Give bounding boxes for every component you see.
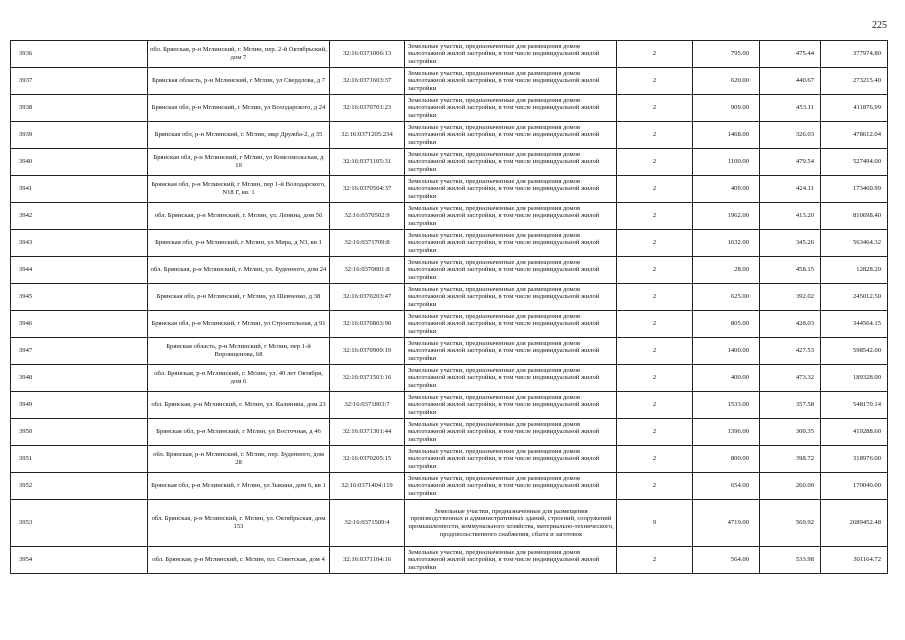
cadastral-value-cell: 170040.00: [821, 473, 888, 500]
category-cell: 2: [617, 41, 693, 68]
permitted-use-cell: Земельные участки, предназначенные для размещения домов малоэтажной жилой застройки, в том числе индивидуальной жилой застройки: [405, 338, 617, 365]
address-cell: Брянская обл, р-н Мглинский, г Мглин, ул Володарского, д 24: [148, 95, 330, 122]
row-number: 3950: [11, 419, 148, 446]
address-cell: обл. Брянская, р-н Мглинский, г. Мглин, пер. 2-й Октябрьский, дом 7: [148, 41, 330, 68]
unit-value-cell: 392.02: [760, 284, 821, 311]
unit-value-cell: 357.58: [760, 392, 821, 419]
row-number: 3944: [11, 257, 148, 284]
row-number: 3942: [11, 203, 148, 230]
unit-value-cell: 345.26: [760, 230, 821, 257]
address-cell: Брянская обл, р-н Мглинский, г Мглин, ул Строительная, д 91: [148, 311, 330, 338]
address-cell: Брянская обл, р-н Мглинский, г Мглин, пер 1-й Володарского, N18 Г, кв. 1: [148, 176, 330, 203]
cadastral-number-cell: 32:16:0370803:90: [330, 311, 405, 338]
category-cell: 9: [617, 500, 693, 547]
category-cell: 2: [617, 68, 693, 95]
area-cell: 28.00: [693, 257, 760, 284]
cadastral-number-cell: 32:16:0371501:16: [330, 365, 405, 392]
unit-value-cell: 458.15: [760, 257, 821, 284]
row-number: 3946: [11, 311, 148, 338]
cadastral-number-cell: 32:16:0370701:23: [330, 95, 405, 122]
row-number: 3940: [11, 149, 148, 176]
row-number: 3939: [11, 122, 148, 149]
cadastral-value-cell: 301164.72: [821, 547, 888, 574]
row-number: 3949: [11, 392, 148, 419]
unit-value-cell: 533.98: [760, 547, 821, 574]
permitted-use-cell: Земельные участки, предназначенные для размещения домов малоэтажной жилой застройки, в том числе индивидуальной жилой застройки: [405, 257, 617, 284]
address-cell: Брянская обл, р-н Мглинский, г Мглин, ул Зыкина, дом 6, кв 1: [148, 473, 330, 500]
cadastral-number-cell: 32:16:0371205:234: [330, 122, 405, 149]
table-row: [11, 338, 888, 365]
cadastral-value-cell: 273215.40: [821, 68, 888, 95]
table-row: [11, 311, 888, 338]
category-cell: 2: [617, 473, 693, 500]
table-row: [11, 392, 888, 419]
cadastral-number-cell: 32:16:0371105:31: [330, 149, 405, 176]
area-cell: 654.00: [693, 473, 760, 500]
table-row: [11, 122, 888, 149]
cadastral-value-cell: 478612.04: [821, 122, 888, 149]
unit-value-cell: 440.67: [760, 68, 821, 95]
table-row: [11, 547, 888, 574]
row-number: 3952: [11, 473, 148, 500]
unit-value-cell: 260.00: [760, 473, 821, 500]
cadastral-number-cell: 32:16:0370502:9: [330, 203, 405, 230]
address-cell: Брянская обл, р-н Мглинский, г Мглин, ул Шевченко, д 38: [148, 284, 330, 311]
row-number: 3938: [11, 95, 148, 122]
permitted-use-cell: Земельные участки, предназначенные для размещения домов малоэтажной жилой застройки, в том числе индивидуальной жилой застройки: [405, 203, 617, 230]
cadastral-value-cell: 344564.15: [821, 311, 888, 338]
table-row: [11, 176, 888, 203]
table-row: [11, 446, 888, 473]
cadastral-value-cell: 527494.00: [821, 149, 888, 176]
area-cell: 805.00: [693, 311, 760, 338]
cadastral-value-cell: 810698.40: [821, 203, 888, 230]
cadastral-value-cell: 173460.99: [821, 176, 888, 203]
table-row: [11, 284, 888, 311]
land-parcels-table: [10, 40, 888, 574]
cadastral-number-cell: 32:16:0371104:16: [330, 547, 405, 574]
table-row: [11, 149, 888, 176]
cadastral-value-cell: 411876.99: [821, 95, 888, 122]
permitted-use-cell: Земельные участки, предназначенные для размещения домов малоэтажной жилой застройки, в том числе индивидуальной жилой застройки: [405, 473, 617, 500]
permitted-use-cell: Земельные участки, предназначенные для размещения домов малоэтажной жилой застройки, в том числе индивидуальной жилой застройки: [405, 392, 617, 419]
unit-value-cell: 473.32: [760, 365, 821, 392]
address-cell: Брянская обл, р-н Мглинский, г Мглин, ул Мира, д N3, кв 1: [148, 230, 330, 257]
category-cell: 2: [617, 419, 693, 446]
table-row: [11, 500, 888, 547]
category-cell: 2: [617, 95, 693, 122]
cadastral-value-cell: 245012.50: [821, 284, 888, 311]
permitted-use-cell: Земельные участки, предназначенные для размещения домов малоэтажной жилой застройки, в том числе индивидуальной жилой застройки: [405, 419, 617, 446]
permitted-use-cell: Земельные участки, предназначенные для размещения домов малоэтажной жилой застройки, в том числе индивидуальной жилой застройки: [405, 547, 617, 574]
area-cell: 625.00: [693, 284, 760, 311]
category-cell: 2: [617, 338, 693, 365]
address-cell: Брянская область, р-н Мглинский, г Мглин, пер 1-й Воровщенова, 68: [148, 338, 330, 365]
address-cell: обл. Брянская, р-н Мглинский, г. Мглин, ул. Ленина, дом 56: [148, 203, 330, 230]
row-number: 3943: [11, 230, 148, 257]
row-number: 3953: [11, 500, 148, 547]
cadastral-value-cell: 377974.80: [821, 41, 888, 68]
table-row: [11, 95, 888, 122]
area-cell: 409.00: [693, 176, 760, 203]
cadastral-number-cell: 32:16:0370203:47: [330, 284, 405, 311]
table-row: [11, 257, 888, 284]
area-cell: 400.00: [693, 365, 760, 392]
permitted-use-cell: Земельные участки, предназначенные для размещения домов малоэтажной жилой застройки, в том числе индивидуальной жилой застройки: [405, 122, 617, 149]
category-cell: 2: [617, 257, 693, 284]
cadastral-number-cell: 32:16:0371404:119: [330, 473, 405, 500]
permitted-use-cell: Земельные участки, предназначенные для размещения домов малоэтажной жилой застройки, в том числе индивидуальной жилой застройки: [405, 149, 617, 176]
cadastral-value-cell: 12828.20: [821, 257, 888, 284]
category-cell: 2: [617, 284, 693, 311]
cadastral-number-cell: 32:16:0371709:8: [330, 230, 405, 257]
unit-value-cell: 398.72: [760, 446, 821, 473]
area-cell: 1962.00: [693, 203, 760, 230]
row-number: 3936: [11, 41, 148, 68]
cadastral-value-cell: 189328.00: [821, 365, 888, 392]
category-cell: 2: [617, 176, 693, 203]
row-number: 3948: [11, 365, 148, 392]
area-cell: 1533.00: [693, 392, 760, 419]
unit-value-cell: 424.11: [760, 176, 821, 203]
category-cell: 2: [617, 365, 693, 392]
permitted-use-cell: Земельные участки, предназначенные для размещения домов малоэтажной жилой застройки, в том числе индивидуальной жилой застройки: [405, 311, 617, 338]
unit-value-cell: 300.35: [760, 419, 821, 446]
permitted-use-cell: Земельные участки, предназначенные для размещения домов малоэтажной жилой застройки, в том числе индивидуальной жилой застройки: [405, 365, 617, 392]
row-number: 3954: [11, 547, 148, 574]
area-cell: 4719.00: [693, 500, 760, 547]
cadastral-value-cell: 598542.00: [821, 338, 888, 365]
category-cell: 2: [617, 122, 693, 149]
table-row: [11, 41, 888, 68]
table-row: [11, 419, 888, 446]
address-cell: обл. Брянская, р-н Мглинский, г. Мглин, ул. Буденного, дом 24: [148, 257, 330, 284]
cadastral-number-cell: 32:16:0370205:15: [330, 446, 405, 473]
cadastral-number-cell: 32:16:0370504:37: [330, 176, 405, 203]
table-row: [11, 473, 888, 500]
unit-value-cell: 413.20: [760, 203, 821, 230]
unit-value-cell: 326.03: [760, 122, 821, 149]
table-row: [11, 68, 888, 95]
cadastral-value-cell: 419288.60: [821, 419, 888, 446]
area-cell: 795.00: [693, 41, 760, 68]
row-number: 3937: [11, 68, 148, 95]
cadastral-number-cell: 32:16:0370909:19: [330, 338, 405, 365]
cadastral-value-cell: 2689452.48: [821, 500, 888, 547]
address-cell: Брянская обл, р-н Мглинский, г. Мглин, мкр Дружба-2, д 35: [148, 122, 330, 149]
address-cell: обл. Брянская, р-н Мглинский, г. Мглин, ул. Октябрьская, дом 153: [148, 500, 330, 547]
row-number: 3947: [11, 338, 148, 365]
category-cell: 2: [617, 392, 693, 419]
permitted-use-cell: Земельные участки, предназначенные для размещения производственных и административных зданий, строений, сооружений промышленности, коммунального хозяйства, материально-технического, продовольственного снабжения, сбыта и заготовок: [405, 500, 617, 547]
cadastral-number-cell: 32:16:0371509:4: [330, 500, 405, 547]
unit-value-cell: 453.11: [760, 95, 821, 122]
address-cell: Брянская обл, р-н Мглинский, г Мглин, ул Восточная, д 46: [148, 419, 330, 446]
permitted-use-cell: Земельные участки, предназначенные для размещения домов малоэтажной жилой застройки, в том числе индивидуальной жилой застройки: [405, 230, 617, 257]
area-cell: 1396.00: [693, 419, 760, 446]
permitted-use-cell: Земельные участки, предназначенные для размещения домов малоэтажной жилой застройки, в том числе индивидуальной жилой застройки: [405, 95, 617, 122]
address-cell: обл. Брянская, р-н Мглинский, г. Мглин, пл. Советская, дом 4: [148, 547, 330, 574]
row-number: 3945: [11, 284, 148, 311]
area-cell: 1100.00: [693, 149, 760, 176]
unit-value-cell: 569.92: [760, 500, 821, 547]
cadastral-number-cell: 32:16:0371603:37: [330, 68, 405, 95]
category-cell: 2: [617, 149, 693, 176]
category-cell: 2: [617, 547, 693, 574]
category-cell: 2: [617, 230, 693, 257]
table-row: [11, 230, 888, 257]
cadastral-number-cell: 32:16:0371301:44: [330, 419, 405, 446]
cadastral-number-cell: 32:16:0371803:7: [330, 392, 405, 419]
unit-value-cell: 475.44: [760, 41, 821, 68]
address-cell: Брянская область, р-н Мглинский, г Мглин, ул Свердлова, д 7: [148, 68, 330, 95]
row-number: 3951: [11, 446, 148, 473]
permitted-use-cell: Земельные участки, предназначенные для размещения домов малоэтажной жилой застройки, в том числе индивидуальной жилой застройки: [405, 284, 617, 311]
unit-value-cell: 428.03: [760, 311, 821, 338]
category-cell: 2: [617, 203, 693, 230]
table-row: [11, 203, 888, 230]
cadastral-value-cell: 548170.14: [821, 392, 888, 419]
page-number: 225: [872, 20, 887, 31]
permitted-use-cell: Земельные участки, предназначенные для размещения домов малоэтажной жилой застройки, в том числе индивидуальной жилой застройки: [405, 68, 617, 95]
address-cell: Брянская обл, р-н Мглинский, г Мглин, ул Комсомольская, д 10: [148, 149, 330, 176]
category-cell: 2: [617, 311, 693, 338]
address-cell: обл. Брянская, р-н Мглинский, г. Мглин, ул. Калинина, дом 23: [148, 392, 330, 419]
cadastral-number-cell: 32:16:0370801:8: [330, 257, 405, 284]
address-cell: обл. Брянская, р-н Мглинский, г. Мглин, ул. 40 лет Октября, дом 6: [148, 365, 330, 392]
area-cell: 1468.00: [693, 122, 760, 149]
area-cell: 564.00: [693, 547, 760, 574]
permitted-use-cell: Земельные участки, предназначенные для размещения домов малоэтажной жилой застройки, в том числе индивидуальной жилой застройки: [405, 176, 617, 203]
unit-value-cell: 479.54: [760, 149, 821, 176]
area-cell: 1632.00: [693, 230, 760, 257]
row-number: 3941: [11, 176, 148, 203]
table-row: [11, 365, 888, 392]
area-cell: 620.00: [693, 68, 760, 95]
unit-value-cell: 427.53: [760, 338, 821, 365]
area-cell: 1400.00: [693, 338, 760, 365]
permitted-use-cell: Земельные участки, предназначенные для размещения домов малоэтажной жилой застройки, в том числе индивидуальной жилой застройки: [405, 41, 617, 68]
area-cell: 909.00: [693, 95, 760, 122]
cadastral-number-cell: 32:16:0371006:13: [330, 41, 405, 68]
area-cell: 800.00: [693, 446, 760, 473]
address-cell: обл. Брянская, р-н Мглинский, г. Мглин, пер. Буденного, дом 28: [148, 446, 330, 473]
category-cell: 2: [617, 446, 693, 473]
cadastral-value-cell: 318976.00: [821, 446, 888, 473]
permitted-use-cell: Земельные участки, предназначенные для размещения домов малоэтажной жилой застройки, в том числе индивидуальной жилой застройки: [405, 446, 617, 473]
cadastral-value-cell: 563464.32: [821, 230, 888, 257]
